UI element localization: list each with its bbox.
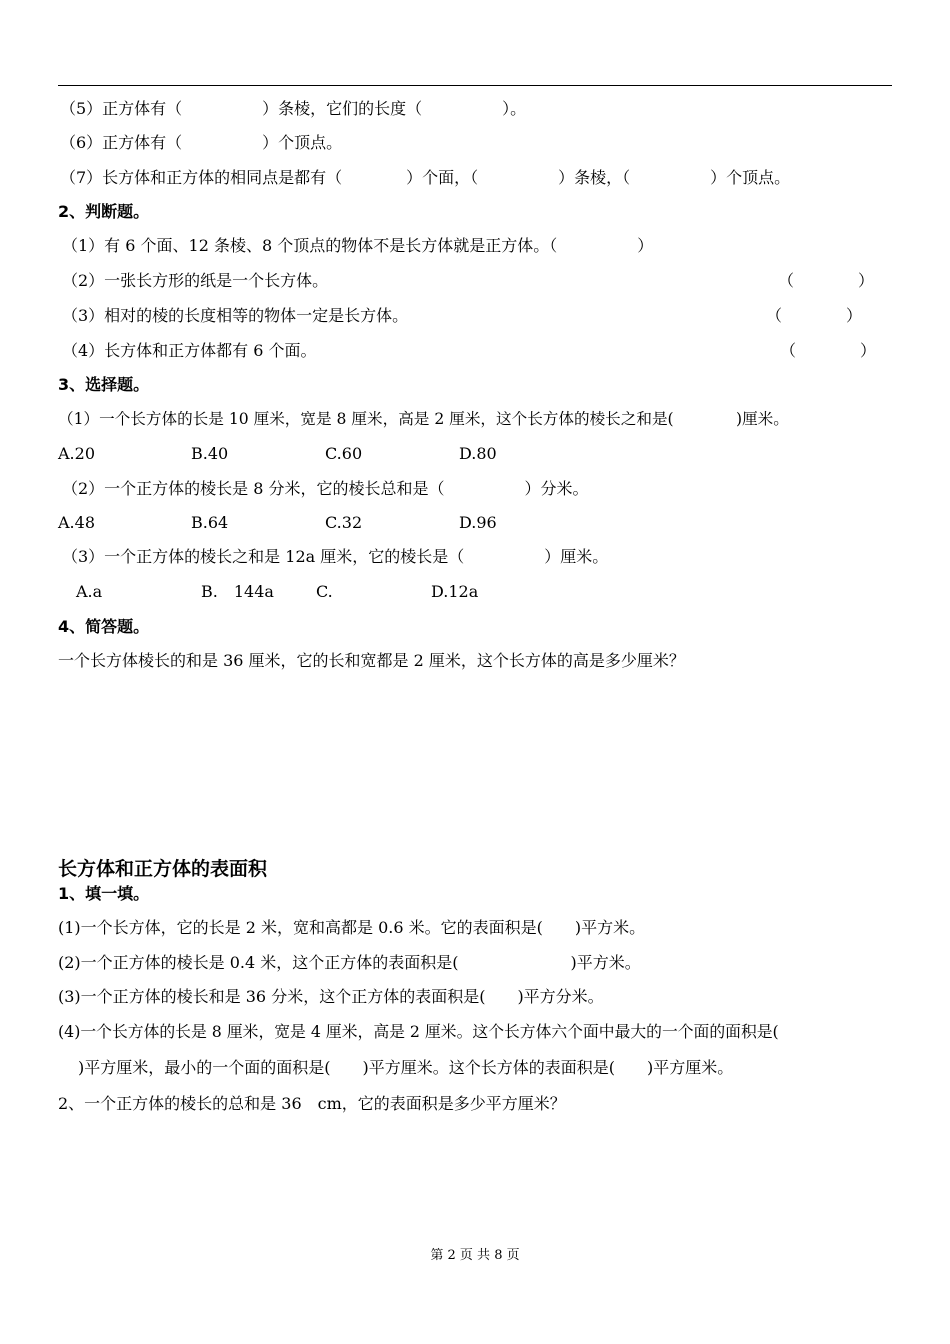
choice-q3-option-b: B. 144a <box>201 582 274 601</box>
surface-item-3: (3)一个正方体的棱长和是 36 分米，这个正方体的表面积是( )平方分米。 <box>58 987 604 1006</box>
judge-item-3-bracket: （ ） <box>766 306 863 325</box>
choice-q2: （2）一个正方体的棱长是 8 分米，它的棱长总和是（ ）分米。 <box>62 479 589 498</box>
section-title: 长方体和正方体的表面积 <box>58 858 268 880</box>
fill-item-6: （6）正方体有（ ）个顶点。 <box>60 133 343 152</box>
surface-item-1: (1)一个长方体，它的长是 2 米，宽和高都是 0.6 米。它的表面积是( )平方米。 <box>58 918 646 937</box>
choice-heading: 3、选择题。 <box>58 375 150 394</box>
fill-item-7: （7）长方体和正方体的相同点是都有（ ）个面，（ ）条棱，（ ）个顶点。 <box>60 168 791 187</box>
judge-item-3: （3）相对的棱的长度相等的物体一定是长方体。 <box>62 306 409 325</box>
fill-item-5: （5）正方体有（ ）条棱，它们的长度（ ）。 <box>60 99 527 118</box>
choice-q2-option-c: C.32 <box>325 513 363 532</box>
surface-item-4-line1: (4)一个长方体的长是 8 厘米，宽是 4 厘米，高是 2 厘米。这个长方体六个面中最大的一个面的面积是( <box>58 1022 779 1041</box>
choice-q2-option-d: D.96 <box>459 513 497 532</box>
header-rule <box>58 85 892 86</box>
judge-item-2: （2）一张长方形的纸是一个长方体。 <box>62 271 329 290</box>
choice-q1-option-c: C.60 <box>325 444 363 463</box>
surface-question-2: 2、一个正方体的棱长的总和是 36 cm，它的表面积是多少平方厘米？ <box>58 1094 566 1113</box>
choice-q1-option-b: B.40 <box>191 444 229 463</box>
choice-q1: （1）一个长方体的长是 10 厘米，宽是 8 厘米，高是 2 厘米，这个长方体的棱长之和是( )厘米。 <box>58 410 789 428</box>
choice-q3-option-d: D.12a <box>431 582 479 601</box>
choice-q2-option-a: A.48 <box>58 513 95 532</box>
judge-heading: 2、判断题。 <box>58 202 150 221</box>
surface-fill-heading: 1、填一填。 <box>58 884 150 903</box>
choice-q2-option-b: B.64 <box>191 513 229 532</box>
choice-q3-option-a: A.a <box>76 582 103 601</box>
choice-q3: （3）一个正方体的棱长之和是 12a 厘米，它的棱长是（ ）厘米。 <box>62 547 609 566</box>
surface-item-4-line2: )平方厘米，最小的一个面的面积是( )平方厘米。这个长方体的表面积是( )平方厘米。 <box>62 1058 734 1077</box>
page-number: 第 2 页 共 8 页 <box>430 1248 520 1263</box>
short-answer-question: 一个长方体棱长的和是 36 厘米，它的长和宽都是 2 厘米，这个长方体的高是多少厘米？ <box>58 651 685 670</box>
short-answer-heading: 4、简答题。 <box>58 617 150 636</box>
surface-item-2: (2)一个正方体的棱长是 0.4 米，这个正方体的表面积是( )平方米。 <box>58 953 641 972</box>
choice-q1-option-d: D.80 <box>459 444 497 463</box>
choice-q3-option-c: C. <box>316 582 333 601</box>
judge-item-4: （4）长方体和正方体都有 6 个面。 <box>62 341 317 360</box>
judge-item-1: （1）有 6 个面、12 条棱、8 个顶点的物体不是长方体就是正方体。（ ） <box>62 236 654 255</box>
judge-item-4-bracket: （ ） <box>780 341 877 360</box>
choice-q1-option-a: A.20 <box>58 444 95 463</box>
judge-item-2-bracket: （ ） <box>778 271 875 290</box>
